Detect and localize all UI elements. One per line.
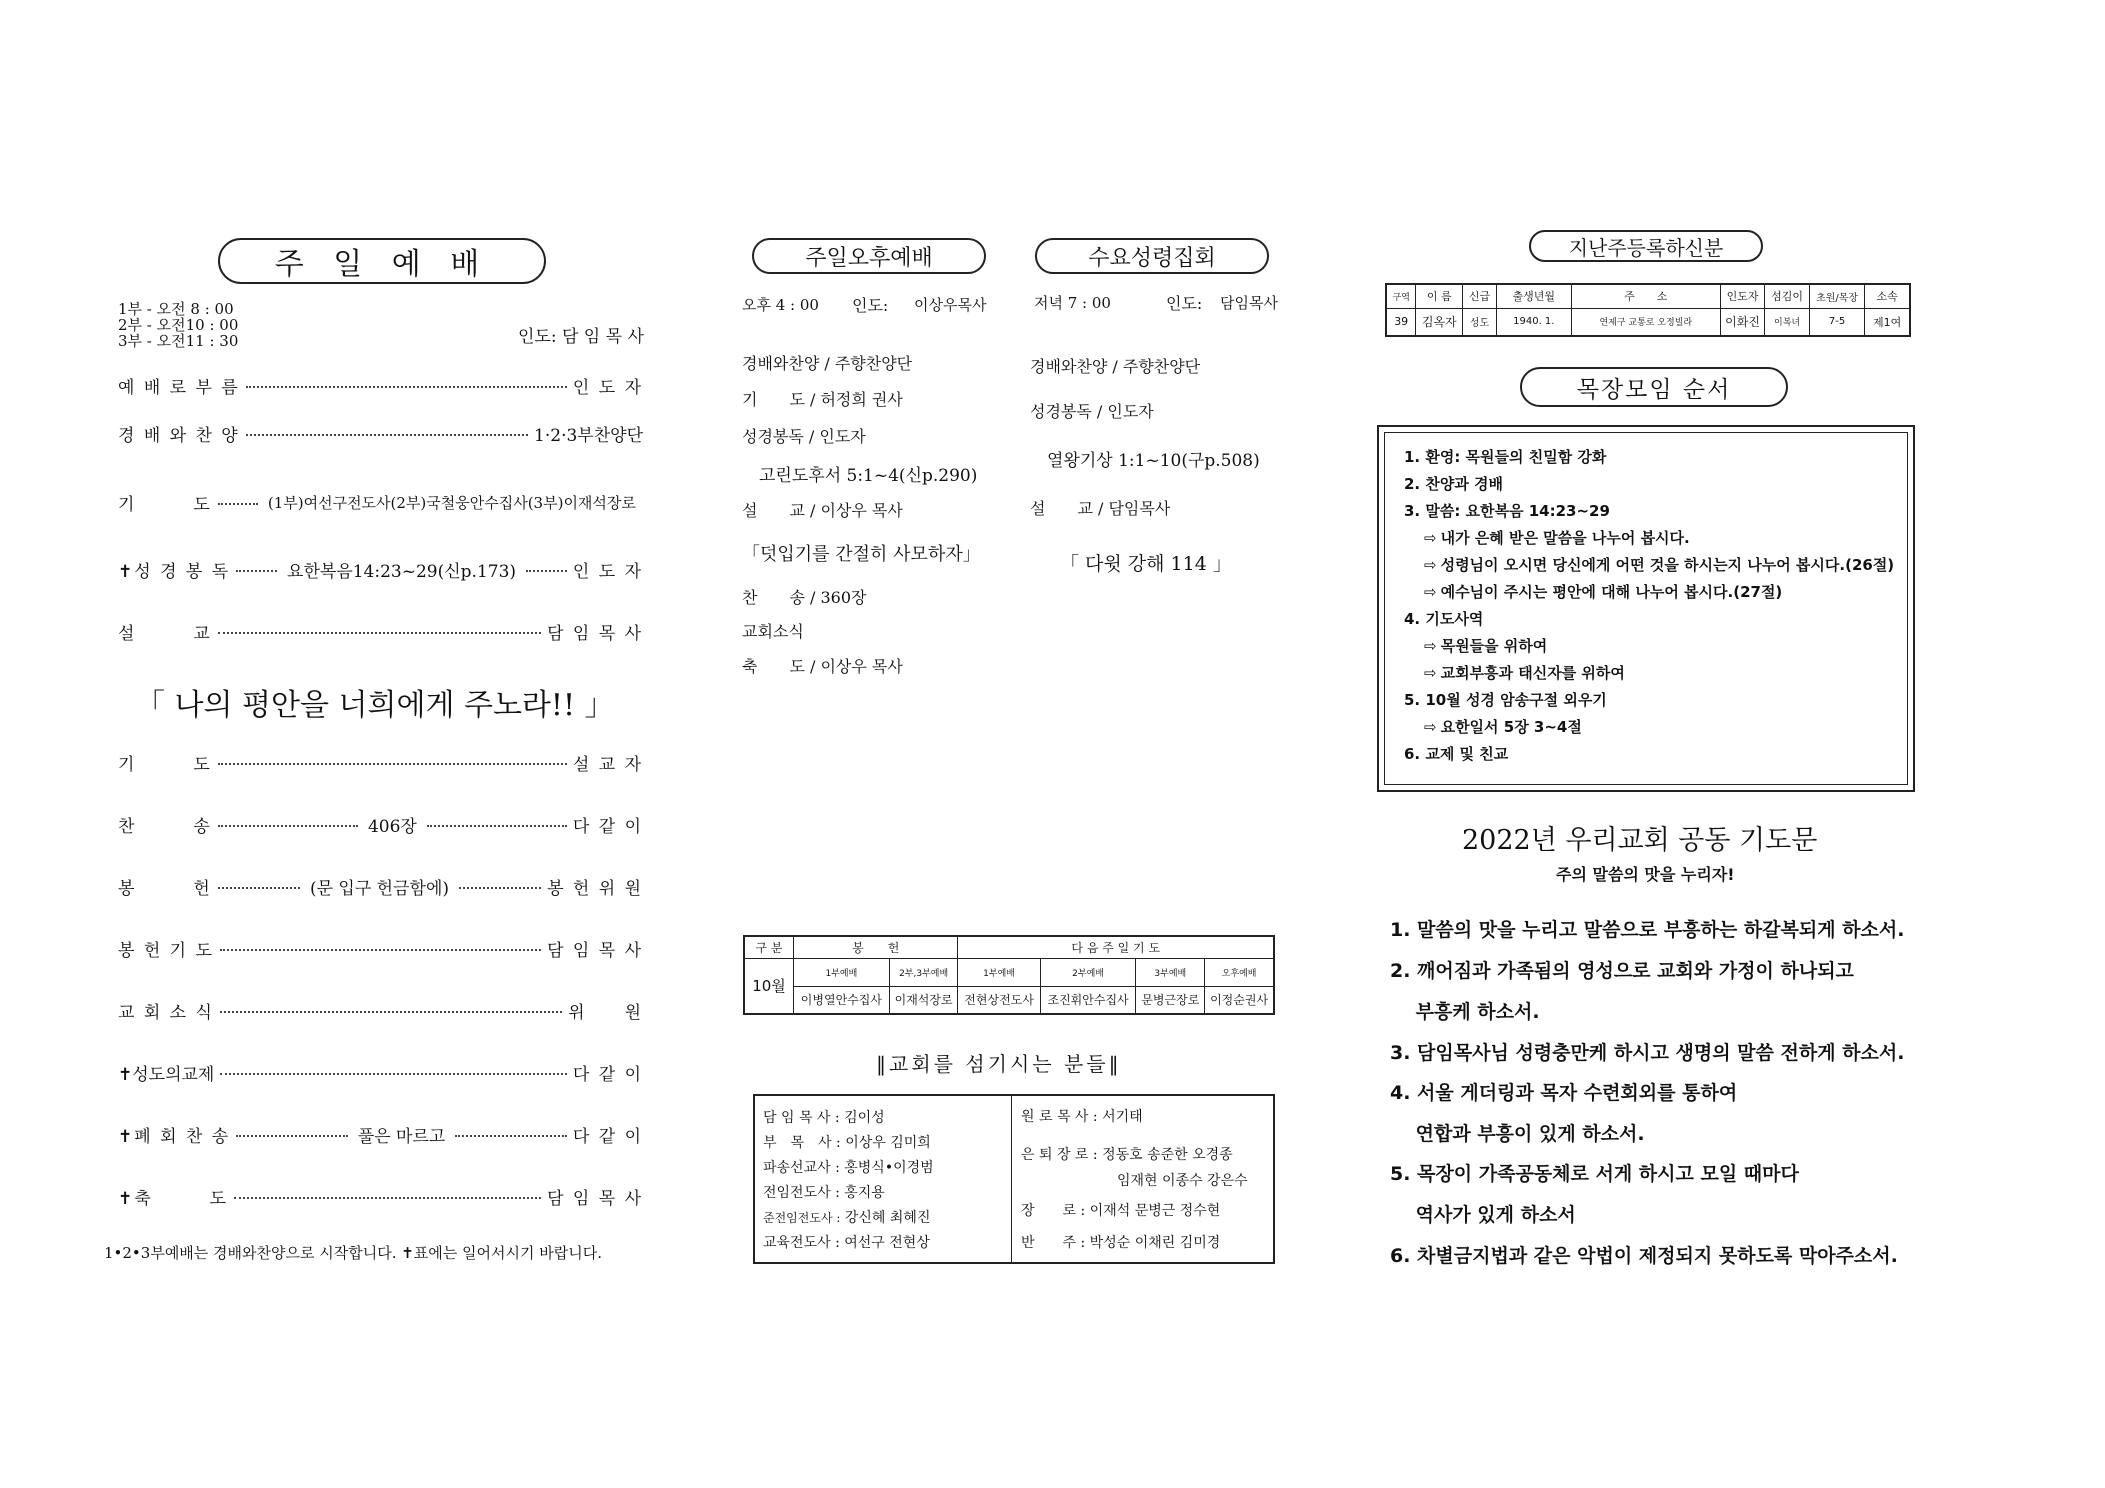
cell-meeting-text: 교회부흥과 태신자를 위하여 [1440, 664, 1625, 682]
servants-title: ‖교회를 섬기시는 분들‖ [876, 1052, 1122, 1076]
sermon-title: 「 나의 평안을 너희에게 주노라!! 」 [135, 688, 615, 723]
leader-dots [218, 887, 300, 889]
prayer-line: 4. 서울 게더링과 목자 수련회외를 통하여 [1390, 1082, 1738, 1104]
table-header-gubun: 구 분 [744, 936, 794, 958]
prayer-line: 6. 차별금지법과 같은 악법이 제정되지 못하도록 막아주소서. [1390, 1245, 1898, 1267]
order-label: 경 배 와 찬 양 [118, 425, 240, 446]
leader-dots [236, 1135, 348, 1137]
offering-table [743, 935, 1275, 1015]
newcomer-cell: 성도 [1463, 308, 1497, 336]
leader-dots [218, 503, 258, 505]
leader-dots [220, 1011, 562, 1013]
servant-role: 준전임전도사 : [763, 1211, 841, 1225]
wednesday-time: 저녁 7 : 00 [1034, 294, 1111, 312]
order-right: 위 원 [568, 1002, 643, 1023]
order-label: ✝축 도 [118, 1188, 229, 1209]
newcomer-table [1385, 283, 1911, 337]
order-right: 다 같 이 [572, 1064, 643, 1085]
order-label: 예 배 로 부 름 [118, 377, 240, 398]
cell-meeting-text: 2. 찬양과 경배 [1404, 475, 1504, 493]
order-right: 인 도 자 [572, 377, 643, 398]
newcomer-cell: 연제구 교통로 오정빌라 [1571, 308, 1720, 336]
leader-dots [455, 1135, 567, 1137]
servant-role: 은 퇴 장 로 : [1021, 1147, 1098, 1163]
afternoon-leader-label: 인도: [852, 296, 889, 315]
newcomer-cell: 1940. 1. [1496, 308, 1571, 336]
order-row [118, 874, 643, 898]
cell-meeting-item [1404, 689, 1607, 710]
cell-meeting-item [1424, 527, 1690, 548]
afternoon-line: 경배와찬양 / 주향찬양단 [742, 354, 913, 373]
table-sub: 3부예배 [1136, 958, 1205, 986]
cell-meeting-text: 3. 말씀: 요한복음 14:23~29 [1404, 502, 1610, 520]
newcomer-cell: 7-5 [1809, 308, 1864, 336]
servant-names: 이재석 문병근 정수현 [1089, 1203, 1221, 1219]
servants-right [1021, 1106, 1248, 1258]
newcomer-header: 출생년월 [1496, 284, 1571, 308]
servant-role: 전임전도사 : [763, 1185, 840, 1201]
arrow-right-icon: ⇨ [1424, 529, 1437, 547]
table-cell: 이재석장로 [889, 986, 958, 1014]
joint-prayer-title: 2022년 우리교회 공동 기도문 [1462, 825, 1818, 856]
newcomer-cell: 이복녀 [1765, 308, 1810, 336]
servant-row [1021, 1106, 1248, 1144]
newcomer-header: 구역 [1386, 284, 1416, 308]
newcomer-cell: 이화진 [1720, 308, 1765, 336]
servant-row [763, 1106, 934, 1131]
order-label: 찬 송 [118, 816, 212, 837]
table-month: 10월 [744, 958, 794, 1014]
leader-dots [220, 1073, 567, 1075]
newcomer-header: 인도자 [1720, 284, 1765, 308]
servants-divider [1011, 1096, 1012, 1262]
servant-role: 원 로 목 사 : [1021, 1109, 1098, 1125]
table-sub: 오후예배 [1205, 958, 1274, 986]
order-mid: 406장 [367, 816, 417, 837]
servant-row [1021, 1170, 1248, 1200]
order-label: ✝성도의교제 [118, 1064, 215, 1085]
newcomer-header: 주 소 [1571, 284, 1720, 308]
servant-names: 여선구 전현상 [844, 1235, 930, 1251]
table-cell: 조진휘안수집사 [1040, 986, 1136, 1014]
cell-meeting-text: 요한일서 5장 3~4절 [1440, 718, 1582, 736]
joint-prayer-subtitle: 주의 말씀의 맛을 누리자! [1556, 865, 1735, 884]
order-row [118, 750, 643, 774]
servant-row [1021, 1144, 1248, 1170]
order-mid: 요한복음14:23~29(신p.173) [287, 561, 517, 582]
cell-meeting-item [1404, 500, 1610, 521]
arrow-right-icon: ⇨ [1424, 556, 1437, 574]
afternoon-line: 찬 송 / 360장 [742, 588, 867, 607]
order-label: 봉 헌 기 도 [118, 940, 214, 961]
service-time-3: 3부 - 오전11 : 30 [118, 332, 239, 350]
servant-row [1021, 1232, 1248, 1258]
servant-row [763, 1206, 934, 1231]
leader-dots [459, 887, 541, 889]
order-mid: 풀은 마르고 [357, 1126, 446, 1147]
order-row [118, 1122, 643, 1146]
order-right: 다 같 이 [572, 1126, 643, 1147]
cell-meeting-item [1424, 716, 1582, 737]
order-right: 인 도 자 [572, 561, 643, 582]
order-row [118, 1060, 643, 1084]
afternoon-line: 고린도후서 5:1~4(신p.290) [742, 466, 978, 486]
newcomer-header: 이 름 [1416, 284, 1463, 308]
prayer-line: 부흥케 하소서. [1390, 1001, 1540, 1023]
table-cell: 이정순권사 [1205, 986, 1274, 1014]
service-leader: 인도: 담 임 목 사 [518, 327, 644, 347]
wednesday-line: 성경봉독 / 인도자 [1030, 402, 1154, 421]
arrow-right-icon: ⇨ [1424, 718, 1437, 736]
newcomer-cell: 제1여 [1865, 308, 1910, 336]
service-note: 1•2•3부예배는 경배와찬양으로 시작합니다. ✝표에는 일어서시기 바랍니다. [104, 1244, 602, 1262]
service-time-1: 1부 - 오전 8 : 00 [118, 300, 234, 318]
leader-dots [218, 825, 358, 827]
order-right: 설 교 자 [572, 754, 643, 775]
order-row [118, 936, 643, 960]
order-row [118, 373, 643, 397]
table-sub: 1부예배 [794, 958, 890, 986]
servant-role: 파송선교사 : [763, 1160, 840, 1176]
cell-meeting-item [1424, 554, 1894, 575]
servant-row [763, 1231, 934, 1256]
servant-role: 장 로 : [1021, 1203, 1086, 1219]
service-times [118, 301, 238, 349]
order-mid: (1부)여선구전도사(2부)국철웅안수집사(3부)이재석장로 [267, 493, 636, 512]
table-sub: 1부예배 [958, 958, 1040, 986]
leader-dots [236, 570, 277, 572]
cell-meeting-item [1404, 743, 1508, 764]
servants-left [763, 1106, 934, 1256]
table-sub: 2부,3부예배 [889, 958, 958, 986]
order-right: 다 같 이 [572, 816, 643, 837]
leader-dots [220, 949, 541, 951]
servant-names: 서기태 [1102, 1109, 1143, 1125]
order-label: ✝성 경 봉 독 [118, 561, 231, 582]
wednesday-service-title: 수요성령집회 [1035, 238, 1269, 274]
newcomer-header: 소속 [1865, 284, 1910, 308]
cell-meeting-text: 5. 10월 성경 암송구절 외우기 [1404, 691, 1607, 709]
order-label: 기 도 [118, 754, 212, 775]
order-label: 기 도 [118, 494, 212, 515]
order-row [118, 619, 643, 643]
prayer-line: 5. 목장이 가족공동체로 서게 하시고 모일 때마다 [1390, 1163, 1799, 1185]
order-row [118, 812, 643, 836]
order-label: 교 회 소 식 [118, 1002, 214, 1023]
servant-names: 김이성 [844, 1110, 885, 1126]
prayer-line: 연합과 부흥이 있게 하소서. [1390, 1123, 1645, 1145]
order-row [118, 557, 643, 581]
order-mid: (문 입구 헌금함에) [309, 878, 449, 899]
arrow-right-icon: ⇨ [1424, 637, 1437, 655]
leader-dots [246, 386, 567, 388]
cell-meeting-title: 목장모임 순서 [1520, 367, 1788, 407]
servant-role: 반 주 : [1021, 1235, 1086, 1251]
cell-meeting-item [1404, 608, 1483, 629]
prayer-line: 2. 깨어짐과 가족됨의 영성으로 교회와 가정이 하나되고 [1390, 960, 1854, 982]
servants-box [753, 1094, 1275, 1264]
servant-names: 정동호 송준한 오경종 [1102, 1147, 1233, 1163]
servant-names: 홍지용 [844, 1185, 885, 1201]
afternoon-leader: 이상우목사 [914, 296, 987, 314]
order-row [118, 1184, 643, 1208]
afternoon-line: 축 도 / 이상우 목사 [742, 657, 903, 676]
servant-row [763, 1131, 934, 1156]
servant-role: 담 임 목 사 : [763, 1110, 840, 1126]
cell-meeting-item [1424, 635, 1547, 656]
prayer-line: 역사가 있게 하소서 [1390, 1204, 1576, 1226]
cell-meeting-item [1424, 581, 1782, 602]
arrow-right-icon: ⇨ [1424, 664, 1437, 682]
afternoon-line: 설 교 / 이상우 목사 [742, 501, 903, 520]
cell-meeting-item [1404, 473, 1503, 494]
cell-meeting-item [1424, 662, 1625, 683]
servant-names: 이상우 김미희 [845, 1135, 931, 1151]
servant-role: 부 목 사 : [763, 1135, 841, 1151]
wednesday-line: 열왕기상 1:1~10(구p.508) [1030, 451, 1260, 471]
table-sub: 2부예배 [1040, 958, 1136, 986]
service-time-2: 2부 - 오전10 : 00 [118, 316, 239, 334]
afternoon-sermon: 「덧입기를 간절히 사모하자」 [742, 544, 981, 565]
newcomer-header: 신급 [1463, 284, 1497, 308]
order-row [118, 490, 643, 514]
table-cell: 이병열안수집사 [794, 986, 890, 1014]
newcomer-cell: 김옥자 [1416, 308, 1463, 336]
cell-meeting-text: 예수님이 주시는 평안에 대해 나누어 봅시다.(27절) [1440, 583, 1783, 601]
newcomer-cell: 39 [1386, 308, 1416, 336]
servant-names: 홍병식•이경범 [844, 1160, 934, 1176]
leader-dots [246, 434, 528, 436]
wednesday-line: 설 교 / 담임목사 [1030, 499, 1171, 518]
servant-row [1021, 1200, 1248, 1232]
prayer-line: 3. 담임목사님 성령충만케 하시고 생명의 말씀 전하게 하소서. [1390, 1042, 1905, 1064]
wednesday-leader-label: 인도: [1166, 294, 1203, 313]
afternoon-time: 오후 4 : 00 [742, 296, 819, 314]
table-cell: 전현상전도사 [958, 986, 1040, 1014]
leader-dots [234, 1197, 541, 1199]
afternoon-line: 교회소식 [742, 622, 804, 641]
cell-meeting-item [1404, 446, 1606, 467]
cell-meeting-text: 내가 은혜 받은 말씀을 나누어 봅시다. [1440, 529, 1690, 547]
servant-names: 박성순 이채린 김미경 [1089, 1235, 1221, 1251]
leader-dots [427, 825, 567, 827]
cell-meeting-text: 4. 기도사역 [1404, 610, 1484, 628]
servant-role: 교육전도사 : [763, 1235, 840, 1251]
leader-dots [526, 570, 567, 572]
order-right: 담 임 목 사 [547, 1188, 643, 1209]
table-header-offering: 봉 헌 [794, 936, 958, 958]
table-cell: 문병근장로 [1136, 986, 1205, 1014]
order-right: 담 임 목 사 [547, 623, 643, 644]
newcomer-header: 섬김이 [1765, 284, 1810, 308]
order-right: 담 임 목 사 [547, 940, 643, 961]
afternoon-line: 성경봉독 / 인도자 [742, 427, 866, 446]
wednesday-leader: 담임목사 [1220, 294, 1278, 312]
order-row [118, 421, 643, 445]
servant-row [763, 1181, 934, 1206]
leader-dots [218, 763, 567, 765]
cell-meeting-text: 성령님이 오시면 당신에게 어떤 것을 하시는지 나누어 봅시다.(26절) [1440, 556, 1895, 574]
servant-row [763, 1156, 934, 1181]
order-label: 설 교 [118, 623, 212, 644]
newcomer-title: 지난주등록하신분 [1529, 230, 1763, 262]
arrow-right-icon: ⇨ [1424, 583, 1437, 601]
order-row [118, 998, 643, 1022]
table-header-prayer: 다 음 주 일 기 도 [958, 936, 1274, 958]
order-right: 봉 헌 위 원 [547, 878, 644, 899]
prayer-line: 1. 말씀의 맛을 누리고 말씀으로 부흥하는 하갈복되게 하소서. [1390, 919, 1905, 941]
cell-meeting-text: 1. 환영: 목원들의 친밀함 강화 [1404, 448, 1607, 466]
order-right: 1·2·3부찬양단 [534, 425, 643, 446]
afternoon-service-title: 주일오후예배 [752, 238, 986, 274]
leader-dots [218, 632, 541, 634]
cell-meeting-text: 목원들을 위하여 [1440, 637, 1548, 655]
newcomer-header: 초원/목장 [1809, 284, 1864, 308]
servant-names: 임재현 이종수 강은수 [1117, 1173, 1248, 1189]
cell-meeting-text: 6. 교제 및 친교 [1404, 745, 1509, 763]
afternoon-line: 기 도 / 허정희 권사 [742, 390, 903, 409]
wednesday-line: 경배와찬양 / 주향찬양단 [1030, 357, 1201, 376]
order-label: 봉 헌 [118, 878, 212, 899]
sunday-service-title: 주 일 예 배 [218, 238, 546, 284]
servant-names: 강신혜 최혜진 [844, 1210, 931, 1226]
wednesday-sermon: 「 다윗 강해 114 」 [1060, 553, 1232, 575]
order-label: ✝폐 회 찬 송 [118, 1126, 231, 1147]
